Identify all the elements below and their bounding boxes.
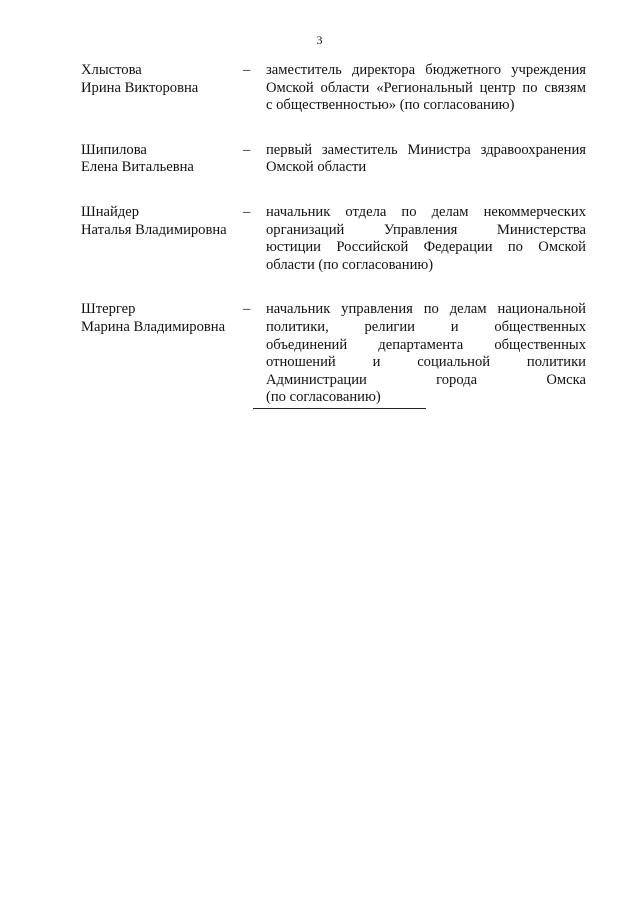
member-entry xyxy=(81,62,586,115)
member-position xyxy=(266,62,586,115)
dash-separator: – xyxy=(243,141,251,158)
member-given-names: Марина Владимировна xyxy=(81,318,226,335)
position-line: первый заместитель Министра здравоохранения xyxy=(266,141,586,158)
member-name xyxy=(81,142,243,177)
position-line: организаций Управления Министерства xyxy=(266,221,586,238)
position-line: юстиции Российской Федерации по Омской xyxy=(266,239,586,256)
position-line: (по согласованию) xyxy=(266,389,381,406)
page-number: 3 xyxy=(316,33,323,47)
position-line: объединений департамента общественных xyxy=(266,336,586,353)
end-of-list-rule xyxy=(253,408,426,409)
member-list xyxy=(81,62,586,407)
member-name xyxy=(81,62,243,97)
position-line: начальник отдела по делам некоммерческих xyxy=(266,203,586,220)
member-position xyxy=(266,301,586,407)
member-entry xyxy=(81,301,586,407)
dash-separator: – xyxy=(243,301,251,318)
position-line: области (по согласованию) xyxy=(266,256,434,273)
position-line: отношений и социальной политики xyxy=(266,354,586,371)
position-line: начальник управления по делам национальной xyxy=(266,301,586,318)
member-position xyxy=(266,204,586,274)
member-entry xyxy=(81,204,586,274)
member-given-names: Елена Витальевна xyxy=(81,159,194,176)
dash-separator: – xyxy=(243,203,251,220)
member-surname: Шипилова xyxy=(81,141,147,158)
member-entry xyxy=(81,142,586,177)
dash-separator: – xyxy=(243,62,251,78)
member-name xyxy=(81,204,243,239)
member-surname: Хлыстова xyxy=(81,62,142,78)
member-given-names: Наталья Владимировна xyxy=(81,221,227,238)
member-given-names: Ирина Викторовна xyxy=(81,79,199,96)
member-name xyxy=(81,301,243,336)
position-line: заместитель директора бюджетного учреждения xyxy=(266,62,586,78)
member-position xyxy=(266,142,586,177)
position-line: политики, религии и общественных xyxy=(266,318,586,335)
member-surname: Шнайдер xyxy=(81,203,140,220)
position-line: Омской области «Региональный центр по связям xyxy=(266,79,586,96)
position-line: Администрации города Омска xyxy=(266,371,586,388)
position-line: с общественностью» (по согласованию) xyxy=(266,97,515,114)
member-surname: Штергер xyxy=(81,301,136,318)
position-line: Омской области xyxy=(266,159,367,176)
